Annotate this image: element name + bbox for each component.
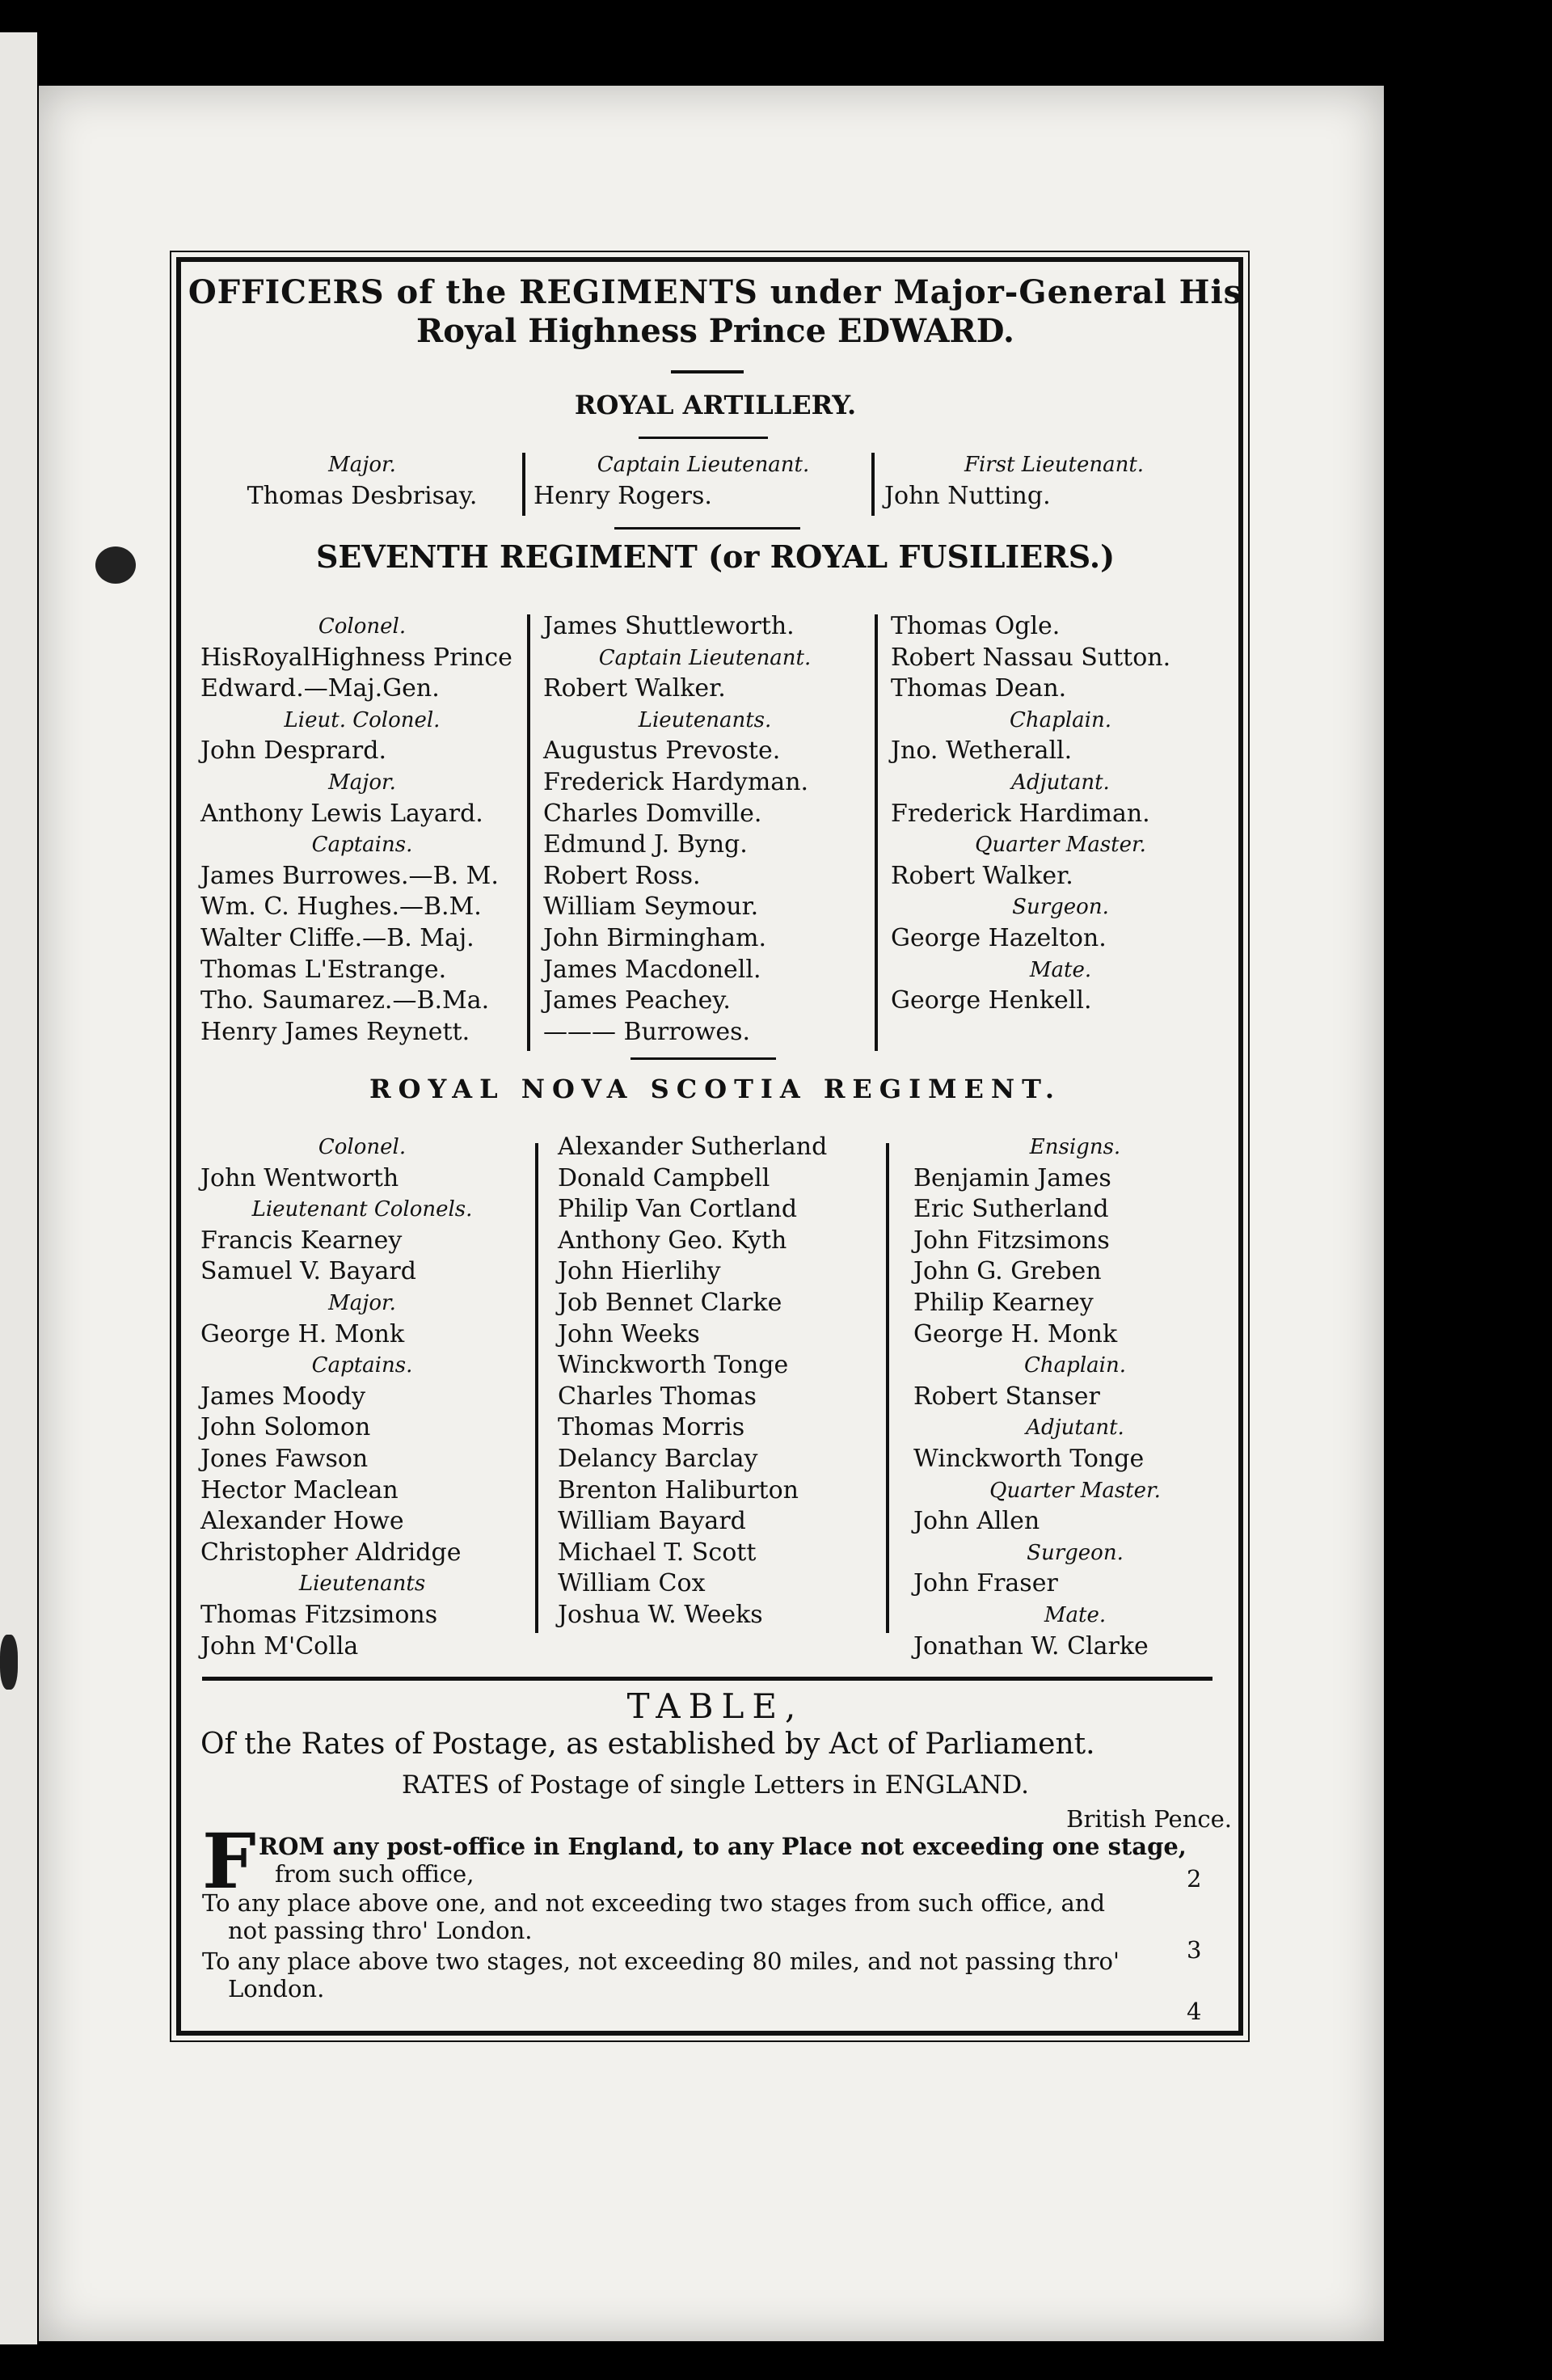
divider xyxy=(614,527,800,530)
rank-label: Ensigns. xyxy=(1029,1135,1121,1159)
rank-label: Captain Lieutenant. xyxy=(597,453,810,477)
rank-label: Captains. xyxy=(311,1353,413,1378)
officer-name: Robert Nassau Sutton. xyxy=(891,643,1171,672)
column-divider xyxy=(875,614,878,1051)
section-title-nova-scotia: ROYAL NOVA SCOTIA REGIMENT. xyxy=(369,1074,1061,1104)
rank-label: First Lieutenant. xyxy=(964,453,1145,477)
officer-name: Christopher Aldridge xyxy=(200,1538,462,1567)
rank-label: Lieutenants xyxy=(298,1572,426,1597)
rank-label: Major. xyxy=(328,453,396,477)
officer-name: Henry Rogers. xyxy=(534,481,712,510)
officer-name: Thomas Dean. xyxy=(891,674,1067,703)
officer-name: John Weeks xyxy=(558,1319,700,1348)
rank-label: Surgeon. xyxy=(1012,895,1109,920)
officer-name: Edmund J. Byng. xyxy=(543,830,748,859)
nova-scotia-col-2 xyxy=(558,1132,881,1631)
section-title-artillery: ROYAL ARTILLERY. xyxy=(574,390,857,420)
officer-name: Thomas Morris xyxy=(558,1413,745,1442)
nova-scotia-col-3 xyxy=(913,1132,1237,1662)
rank-label: Mate. xyxy=(1029,957,1092,982)
officer-name: Edward.—Maj.Gen. xyxy=(200,674,440,703)
officer-name: John Nutting. xyxy=(884,481,1051,510)
officer-name: Alexander Howe xyxy=(200,1507,404,1536)
officer-name: Thomas Ogle. xyxy=(891,612,1061,640)
officer-name: Donald Campbell xyxy=(558,1163,770,1192)
rate-row-1-line-1: ROM any post-office in England, to any Place not exceeding one stage, xyxy=(259,1833,1187,1860)
column-divider xyxy=(527,614,530,1051)
officer-name: James Shuttleworth. xyxy=(543,612,795,640)
officer-name: Robert Walker. xyxy=(543,674,726,703)
officer-name: Robert Stanser xyxy=(913,1382,1100,1411)
officer-name: William Bayard xyxy=(558,1507,746,1536)
officer-name: Hector Maclean xyxy=(200,1475,399,1504)
divider xyxy=(630,1057,776,1060)
officer-name: Winckworth Tonge xyxy=(913,1444,1145,1473)
artillery-col-3 xyxy=(884,449,1224,512)
officer-name: Delancy Barclay xyxy=(558,1444,758,1473)
officer-name: John Allen xyxy=(913,1507,1040,1536)
officer-name: Joshua W. Weeks xyxy=(558,1600,763,1629)
column-divider xyxy=(535,1143,538,1633)
divider xyxy=(202,1677,1212,1681)
officer-name: Wm. C. Hughes.—B.M. xyxy=(200,892,482,922)
officer-name: Winckworth Tonge xyxy=(558,1351,789,1380)
officer-name: William Seymour. xyxy=(543,892,759,922)
artillery-col-1 xyxy=(200,449,524,512)
officer-name: Jno. Wetherall. xyxy=(891,736,1073,766)
rank-label: Lieut. Colonel. xyxy=(284,707,441,732)
officer-name: Robert Walker. xyxy=(891,861,1073,890)
rank-label: Captain Lieutenant. xyxy=(598,645,812,670)
officer-name: Anthony Lewis Layard. xyxy=(200,799,483,828)
officer-name: John Solomon xyxy=(200,1413,371,1442)
officer-name: James Macdonell. xyxy=(543,955,761,984)
rate-row-3-line-1: To any place above two stages, not exceeding 80 miles, and not passing thro' xyxy=(202,1947,1120,1975)
officer-name: HisRoyalHighness Prince xyxy=(200,643,512,672)
divider xyxy=(639,437,768,439)
currency-label: British Pence. xyxy=(1066,1805,1232,1833)
column-divider xyxy=(522,453,525,516)
rate-row-3-line-2: London. xyxy=(228,1975,325,2002)
officer-name: Eric Sutherland xyxy=(913,1195,1109,1224)
rate-row-2-line-1: To any place above one, and not exceeding two stages from such office, and xyxy=(202,1889,1106,1917)
page-subtitle: Royal Highness Prince EDWARD. xyxy=(416,312,1014,350)
officer-name: Francis Kearney xyxy=(200,1226,403,1255)
rank-label: Chaplain. xyxy=(1024,1353,1126,1378)
officer-name: Henry James Reynett. xyxy=(200,1017,470,1046)
rank-label: Quarter Master. xyxy=(975,833,1146,858)
officer-name: James Burrowes.—B. M. xyxy=(200,861,499,890)
officer-name: Augustus Prevoste. xyxy=(543,736,781,766)
officer-name: John M'Colla xyxy=(200,1631,359,1661)
officer-name: Charles Domville. xyxy=(543,799,762,828)
seventh-col-3 xyxy=(891,611,1230,1017)
officer-name: Jonathan W. Clarke xyxy=(913,1631,1149,1661)
rank-label: Lieutenants. xyxy=(638,707,772,732)
officer-name: Philip Kearney xyxy=(913,1288,1094,1317)
officer-name: Samuel V. Bayard xyxy=(200,1257,416,1286)
officer-name: Frederick Hardiman. xyxy=(891,799,1150,828)
officer-name: George H. Monk xyxy=(913,1319,1118,1348)
ink-blot xyxy=(95,546,136,584)
officer-name: John Wentworth xyxy=(200,1163,399,1192)
ink-blot xyxy=(0,1635,18,1690)
column-divider xyxy=(871,453,875,516)
rate-value-1: 2 xyxy=(1187,1865,1202,1893)
officer-name: John Fraser xyxy=(913,1569,1058,1598)
seventh-col-1 xyxy=(200,611,524,1048)
officer-name: Alexander Sutherland xyxy=(558,1133,828,1161)
table-title: TABLE, xyxy=(626,1686,804,1726)
officer-name: Thomas L'Estrange. xyxy=(200,955,447,984)
officer-name: Job Bennet Clarke xyxy=(558,1288,782,1317)
rate-row-2-line-2: not passing thro' London. xyxy=(228,1917,533,1944)
officer-name: Philip Van Cortland xyxy=(558,1195,798,1224)
rank-label: Major. xyxy=(328,1290,396,1315)
rank-label: Mate. xyxy=(1044,1602,1107,1627)
table-subtitle-2: RATES of Postage of single Letters in ENGLAND. xyxy=(401,1770,1030,1800)
officer-name: Benjamin James xyxy=(913,1163,1111,1192)
section-title-seventh: SEVENTH REGIMENT (or ROYAL FUSILIERS.) xyxy=(315,538,1116,575)
rank-label: Chaplain. xyxy=(1010,707,1111,732)
officer-name: John G. Greben xyxy=(913,1257,1102,1286)
rank-label: Lieutenant Colonels. xyxy=(251,1197,473,1222)
column-divider xyxy=(886,1143,889,1633)
rank-label: Quarter Master. xyxy=(989,1478,1161,1503)
officer-name: George Henkell. xyxy=(891,986,1092,1015)
officer-name: Thomas Fitzsimons xyxy=(200,1600,438,1629)
seventh-col-2 xyxy=(543,611,867,1048)
rank-label: Adjutant. xyxy=(1026,1416,1124,1441)
nova-scotia-col-1 xyxy=(200,1132,524,1662)
officer-name: Frederick Hardyman. xyxy=(543,767,809,796)
rate-value-3: 4 xyxy=(1187,1998,1202,2025)
rate-value-2: 3 xyxy=(1187,1936,1202,1964)
facing-page-edge xyxy=(0,32,37,2344)
rank-label: Captains. xyxy=(311,833,413,858)
officer-name: Tho. Saumarez.—B.Ma. xyxy=(200,986,490,1015)
officer-name: Charles Thomas xyxy=(558,1382,757,1411)
artillery-col-2 xyxy=(534,449,873,512)
divider xyxy=(671,370,744,373)
officer-name: Anthony Geo. Kyth xyxy=(558,1226,787,1255)
rank-label: Surgeon. xyxy=(1027,1540,1124,1565)
officer-name: John Desprard. xyxy=(200,736,386,766)
officer-name: George H. Monk xyxy=(200,1319,405,1348)
officer-name: John Fitzsimons xyxy=(913,1226,1110,1255)
rank-label: Major. xyxy=(328,770,396,795)
rate-row-1-line-2: from such office, xyxy=(275,1860,474,1888)
officer-name: Thomas Desbrisay. xyxy=(247,481,478,510)
rank-label: Adjutant. xyxy=(1011,770,1110,795)
officer-name: John Birmingham. xyxy=(543,923,767,952)
officer-name: James Moody xyxy=(200,1382,366,1411)
page-title: OFFICERS of the REGIMENTS under Major-General His xyxy=(188,273,1243,311)
rank-label: Colonel. xyxy=(318,614,407,639)
officer-name: James Peachey. xyxy=(543,986,731,1015)
officer-name: Jones Fawson xyxy=(200,1444,369,1473)
officer-name: Michael T. Scott xyxy=(558,1538,757,1567)
drop-cap: F xyxy=(202,1817,256,1906)
officer-name: Robert Ross. xyxy=(543,861,701,890)
officer-name: ——— Burrowes. xyxy=(543,1017,751,1046)
table-subtitle: Of the Rates of Postage, as established by Act of Parliament. xyxy=(200,1728,1095,1761)
officer-name: Walter Cliffe.—B. Maj. xyxy=(200,923,474,952)
officer-name: Brenton Haliburton xyxy=(558,1475,799,1504)
officer-name: John Hierlihy xyxy=(558,1257,721,1286)
officer-name: George Hazelton. xyxy=(891,923,1107,952)
rank-label: Colonel. xyxy=(318,1135,407,1159)
officer-name: William Cox xyxy=(558,1569,706,1598)
